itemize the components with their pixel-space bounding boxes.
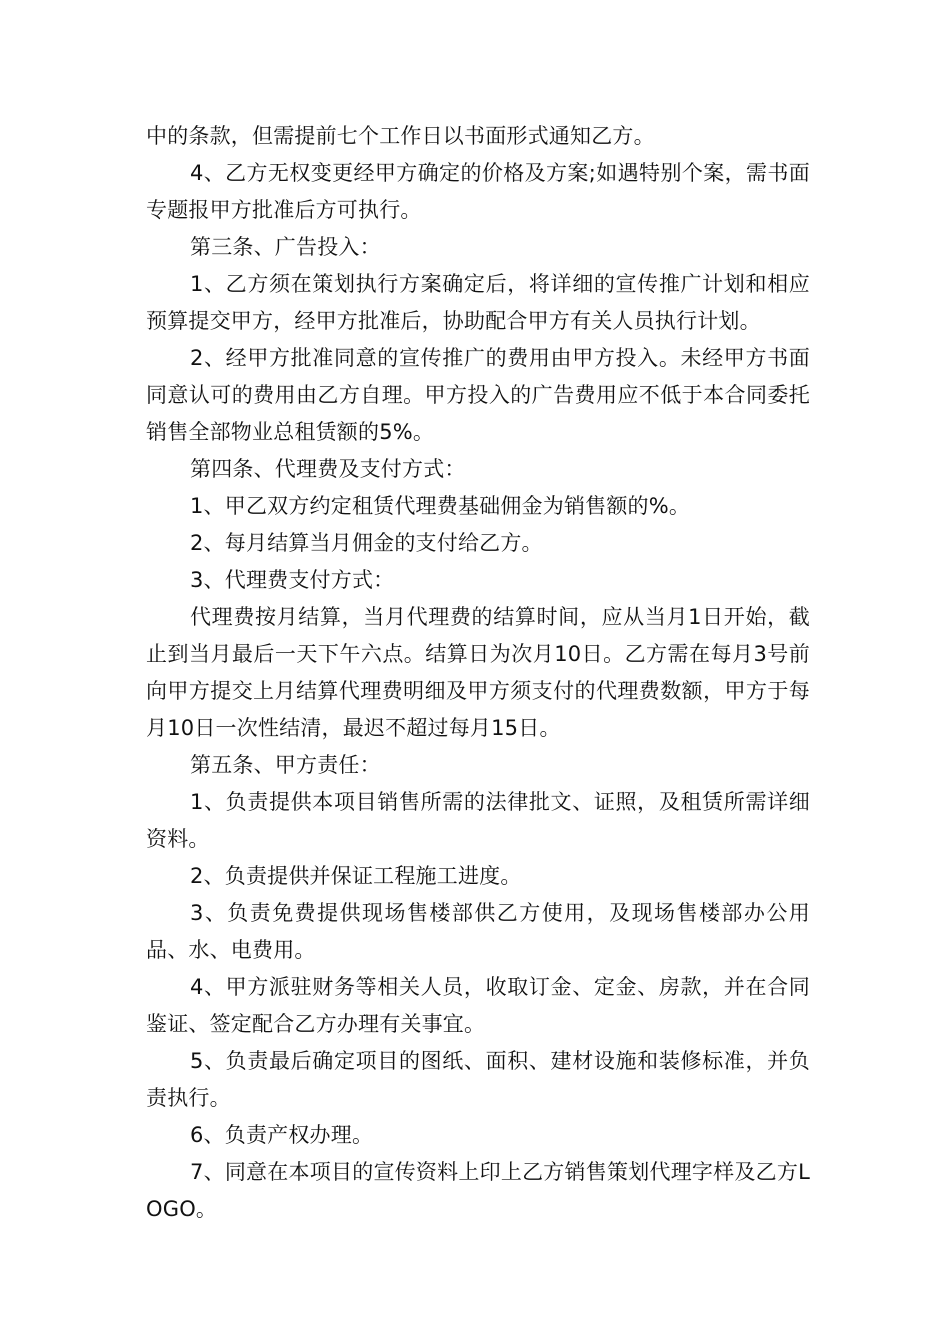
paragraph: 4、甲方派驻财务等相关人员，收取订金、定金、房款，并在合同鉴证、签定配合乙方办理有关事宜。 [146,975,810,1036]
paragraph: 3、负责免费提供现场售楼部供乙方使用，及现场售楼部办公用品、水、电费用。 [146,901,810,962]
section-heading: 第四条、代理费及支付方式： [190,457,466,481]
section-heading: 第五条、甲方责任： [190,753,381,777]
paragraph: 1、乙方须在策划执行方案确定后，将详细的宣传推广计划和相应预算提交甲方，经甲方批准后，协助配合甲方有关人员执行计划。 [146,272,810,333]
paragraph: 2、负责提供并保证工程施工进度。 [190,864,522,888]
document-body [146,118,810,1228]
section-heading: 第三条、广告投入： [190,235,381,259]
paragraph: 中的条款，但需提前七个工作日以书面形式通知乙方。 [146,124,655,148]
paragraph: 1、负责提供本项目销售所需的法律批文、证照，及租赁所需详细资料。 [146,790,810,851]
paragraph: 5、负责最后确定项目的图纸、面积、建材设施和装修标准，并负责执行。 [146,1049,810,1110]
paragraph: 代理费按月结算，当月代理费的结算时间，应从当月1日开始，截止到当月最后一天下午六点。结算日为次月10日。乙方需在每月3号前向甲方提交上月结算代理费明细及甲方须支付的代理费数额，甲方于每月10日一次性结清，最迟不超过每月15日。 [146,605,810,740]
paragraph: 6、负责产权办理。 [190,1123,374,1147]
paragraph: 1、甲乙双方约定租赁代理费基础佣金为销售额的%。 [190,494,691,518]
paragraph: 4、乙方无权变更经甲方确定的价格及方案;如遇特别个案，需书面专题报甲方批准后方可执行。 [146,161,810,222]
paragraph: 2、经甲方批准同意的宣传推广的费用由甲方投入。未经甲方书面同意认可的费用由乙方自理。甲方投入的广告费用应不低于本合同委托销售全部物业总租赁额的5%。 [146,346,810,444]
paragraph: 3、代理费支付方式： [190,568,395,592]
paragraph: 7、同意在本项目的宣传资料上印上乙方销售策划代理字样及乙方LOGO。 [146,1160,810,1221]
paragraph: 2、每月结算当月佣金的支付给乙方。 [190,531,543,555]
